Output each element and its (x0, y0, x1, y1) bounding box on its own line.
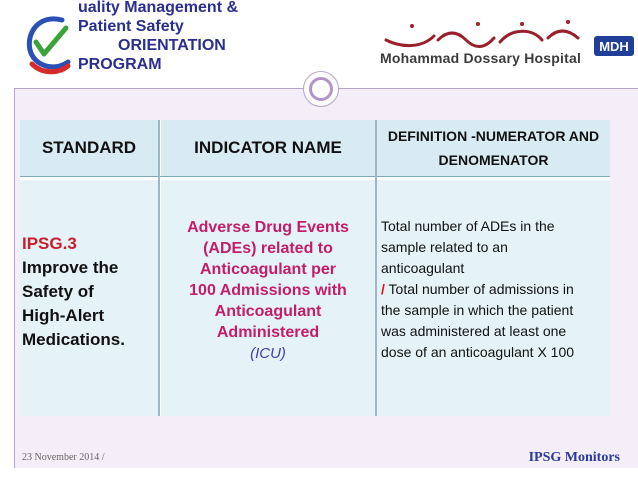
definition-line-denominator (381, 279, 609, 300)
program-title (78, 0, 238, 74)
column-divider (375, 120, 377, 416)
indicator-line: Administered (216, 324, 320, 341)
column-divider (158, 120, 160, 416)
footer-title: IPSG Monitors (528, 450, 620, 465)
mdh-badge-text: MDH (599, 39, 629, 54)
definition-line: the sample in which the patient (381, 302, 574, 318)
indicator-line: 100 Admissions with (189, 282, 347, 299)
definition-line: Total number of ADEs in the (381, 218, 555, 234)
indicator-line: Adverse Drug Events (187, 219, 349, 236)
quality-logo-icon (22, 8, 74, 78)
indicator-line: Anticoagulant (214, 303, 322, 320)
definition-text (381, 216, 609, 363)
indicator-line: (ADEs) related to (203, 240, 333, 257)
indicator-unit: (ICU) (250, 345, 286, 362)
program-title-line4: PROGRAM (78, 56, 162, 73)
standard-code: IPSG.3 (22, 234, 77, 253)
standard-line: Improve the (22, 258, 119, 277)
standard-line: Safety of (22, 282, 94, 301)
program-title-line1: uality Management & (78, 0, 239, 16)
indicator-text (161, 217, 375, 364)
header-standard: STANDARD (20, 120, 158, 176)
frame-border (14, 89, 15, 444)
hospital-name: Mohammad Dossary Hospital (380, 50, 582, 66)
standard-line: Medications. (22, 330, 125, 349)
standard-text (22, 232, 125, 352)
header-definition-line2: DENOMENATOR (438, 152, 549, 168)
fraction-slash: / (381, 281, 385, 297)
program-title-line2: Patient Safety (78, 18, 184, 35)
definition-line: anticoagulant (381, 260, 465, 276)
mdh-logo-icon (578, 14, 638, 78)
definition-line: Total number of admissions in (384, 281, 574, 297)
definition-line: was administered at least one (381, 323, 567, 339)
indicator-line: Anticoagulant per (199, 261, 336, 278)
header-indicator-name: INDICATOR NAME (161, 120, 375, 176)
footer-date: 23 November 2014 / (22, 452, 105, 463)
header-definition-line1: DEFINITION -NUMERATOR AND (387, 128, 600, 144)
standard-line: High-Alert (22, 306, 105, 325)
header-rule (20, 176, 610, 177)
definition-line: sample related to an (381, 239, 508, 255)
program-title-line3: ORIENTATION (118, 37, 226, 54)
definition-line: dose of an anticoagulant X 100 (381, 344, 575, 360)
hospital-arabic-logotype-icon (382, 18, 592, 50)
header-definition (377, 120, 610, 176)
separator-ring-icon (309, 77, 333, 101)
